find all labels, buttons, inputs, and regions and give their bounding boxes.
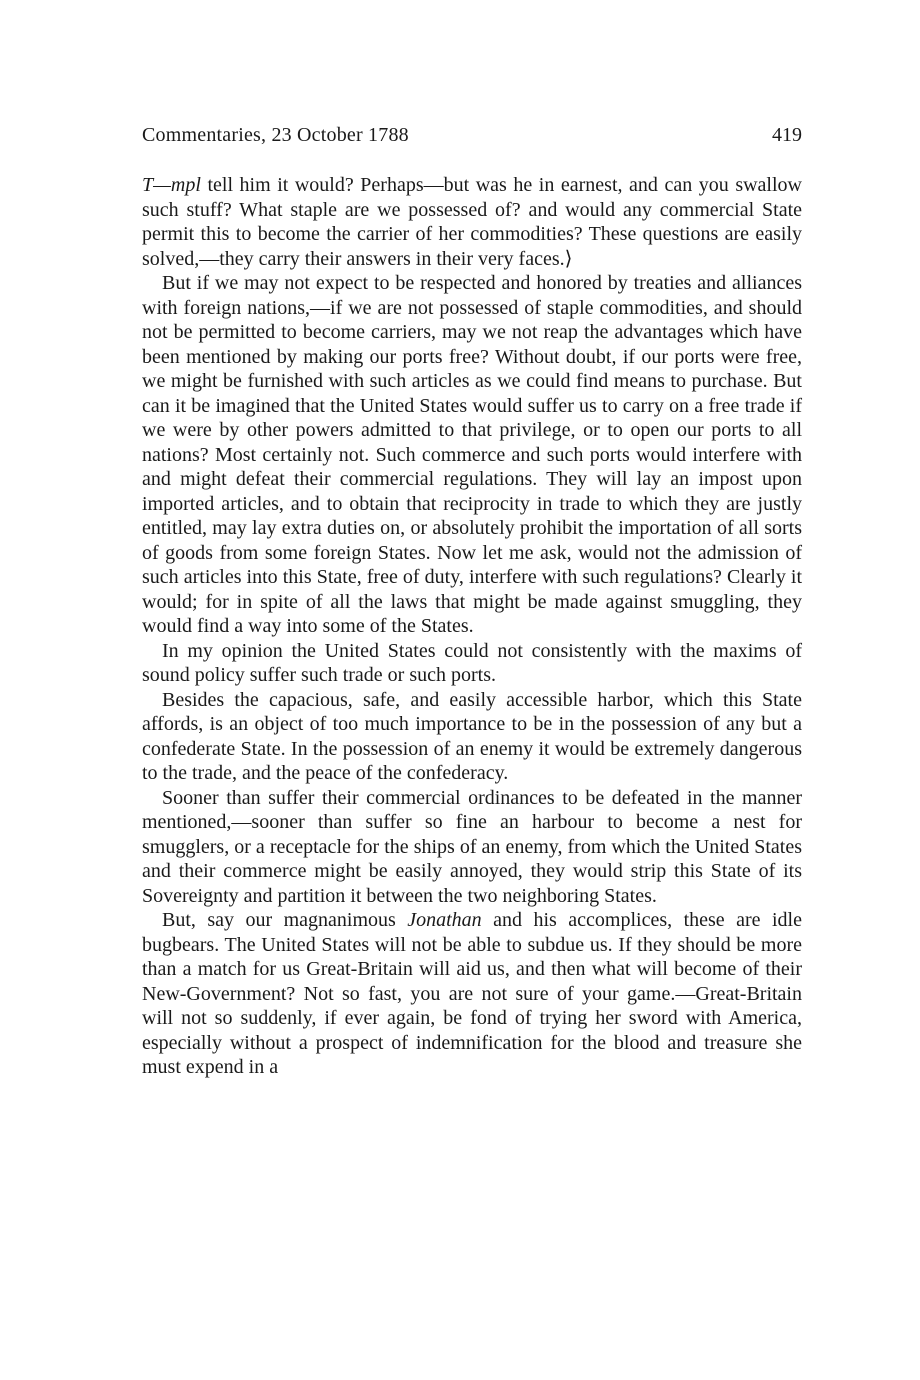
paragraph: Sooner than suffer their commercial ordinances to be defeated in the manner mentioned,—sooner than suffer so fine an harbour to become a nest for smugglers, or a receptacle for the ships of an enemy, from which the United States and their commerce might be easily annoyed, they would strip this State of its Sovereignty and partition it between the two neighboring States. <box>142 786 802 907</box>
paragraph: In my opinion the United States could not consistently with the maxims of sound policy suffer such trade or such ports. <box>142 639 802 686</box>
italic-name: T—mpl <box>142 174 201 196</box>
paragraph-text: tell him it would? Perhaps—but was he in earnest, and can you swallow such stuff? What staple are we possessed of? and would any commercial State permit this to become the carrier of her commodities? These questions are easily solved,—they carry their answers in their very faces.⟩ <box>142 174 802 270</box>
italic-name: Jonathan <box>407 909 482 931</box>
paragraph-text: But, say our magnanimous <box>162 909 408 931</box>
page-number: 419 <box>772 124 802 146</box>
paragraph: But if we may not expect to be respected and honored by treaties and alliances with foreign nations,—if we are not possessed of staple commodities, and should not be permitted to become carriers, may we not reap the advantages which have been mentioned by making our ports free? Without doubt, if our ports were free, we might be furnished with such articles as we could find means to purchase. But can it be imagined that the United States would suffer us to carry on a free trade if we were by other powers admitted to that privilege, or to open our ports to all nations? Most certainly not. Such commerce and such ports would interfere with and might defeat their commercial regulations. They will lay an impost upon imported articles, and to obtain that reciprocity in trade to which they are justly entitled, may lay extra duties on, or absolutely prohibit the importation of all sorts of goods from some foreign States. Now let me ask, would not the admission of such articles into this State, free of duty, interfere with such regulations? Clearly it would; for in spite of all the laws that might be made against smuggling, they would find a way into some of the States. <box>142 272 802 637</box>
body-text <box>142 173 802 1080</box>
page-header <box>142 120 802 150</box>
paragraph: Besides the capacious, safe, and easily accessible harbor, which this State affords, is an object of too much importance to be in the possession of any but a confederate State. In the possession of an enemy it would be extremely dangerous to the trade, and the peace of the confederacy. <box>142 688 802 784</box>
paragraph-text: and his accomplices, these are idle bugbears. The United States will not be able to subdue us. If they should be more than a match for us Great-Britain will aid us, and then what will become of their New-Government? Not so fast, you are not sure of your game.—Great-Britain will not so suddenly, if ever again, be fond of trying her sword with America, especially without a prospect of indemnification for the blood and treasure she must expend in a <box>142 909 802 1078</box>
paragraph <box>142 173 802 271</box>
paragraph <box>142 908 802 1080</box>
running-head: Commentaries, 23 October 1788 <box>142 124 409 146</box>
